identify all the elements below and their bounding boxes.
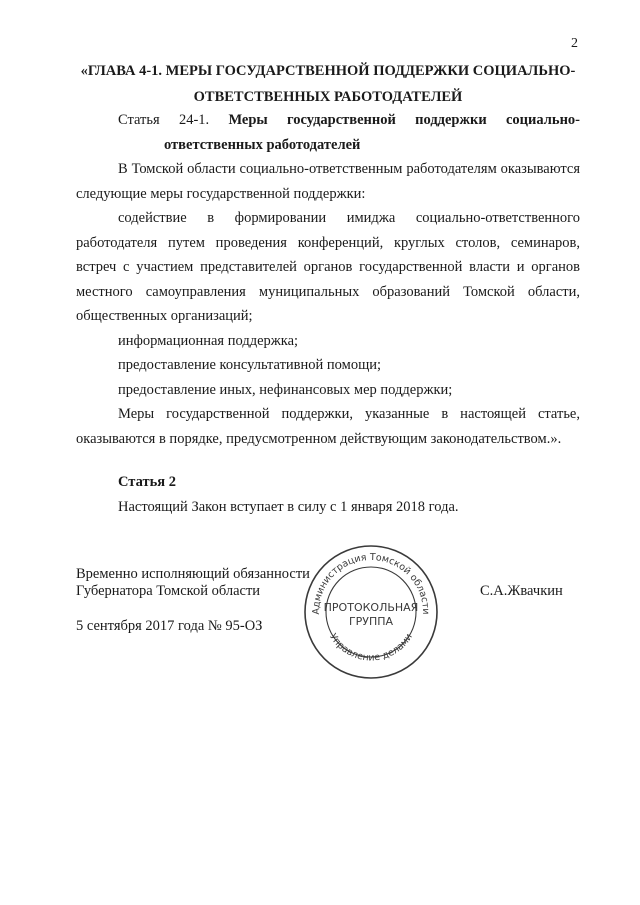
article-24-1-body (76, 157, 580, 451)
signatory-name: С.А.Жвачкин (480, 583, 563, 599)
stamp-center-line2: ГРУППА (348, 615, 394, 628)
stamp-outer-text-top: Администрация Томской области (310, 551, 432, 615)
article-24-1-title-line2: ответственных работодателей (164, 136, 361, 153)
signature-position-line2: Губернатора Томской области (76, 583, 261, 599)
stamp-center-line1: ПРОТОКОЛЬНАЯ (323, 601, 419, 614)
article-24-1-title-line1: Меры государственной поддержки социально- (228, 112, 580, 128)
article-24-1-heading (76, 108, 580, 157)
official-stamp (302, 543, 440, 681)
paragraph: В Томской области социально-ответственным работодателям оказываются следующие меры государственной поддержки: (76, 161, 580, 202)
paragraph: предоставление консультативной помощи; (118, 357, 382, 373)
chapter-title-line1: «ГЛАВА 4-1. МЕРЫ ГОСУДАРСТВЕННОЙ ПОДДЕРЖКИ СОЦИАЛЬНО- (80, 63, 576, 79)
article-2-title: Статья 2 (118, 474, 176, 490)
chapter-title (76, 58, 580, 110)
paragraph: Меры государственной поддержки, указанные в настоящей статье, оказываются в порядке, предусмотренном действующим законодательством.». (76, 406, 580, 447)
paragraph: информационная поддержка; (118, 332, 299, 349)
paragraph: предоставление иных, нефинансовых мер поддержки; (118, 381, 453, 398)
chapter-title-line2: ОТВЕТСТВЕННЫХ РАБОТОДАТЕЛЕЙ (193, 89, 463, 105)
signature-position (76, 566, 310, 600)
stamp-outer-text-bottom: Управление делами (327, 631, 415, 664)
article-2 (76, 470, 580, 519)
paragraph: содействие в формировании имиджа социально-ответственного работодателя путем проведения конференций, круглых столов, семинаров, встреч с участием представителей органов государственной власти и органов местного самоуправления муниципальных образований Томской области, общественных организаций; (76, 210, 580, 324)
signature-position-line1: Временно исполняющий обязанности (76, 566, 310, 582)
date-and-number: 5 сентября 2017 года № 95-ОЗ (76, 618, 263, 634)
page-number: 2 (571, 36, 578, 51)
article-2-text: Настоящий Закон вступает в силу с 1 января 2018 года. (118, 498, 459, 515)
article-24-1-prefix: Статья 24-1. (118, 112, 210, 128)
